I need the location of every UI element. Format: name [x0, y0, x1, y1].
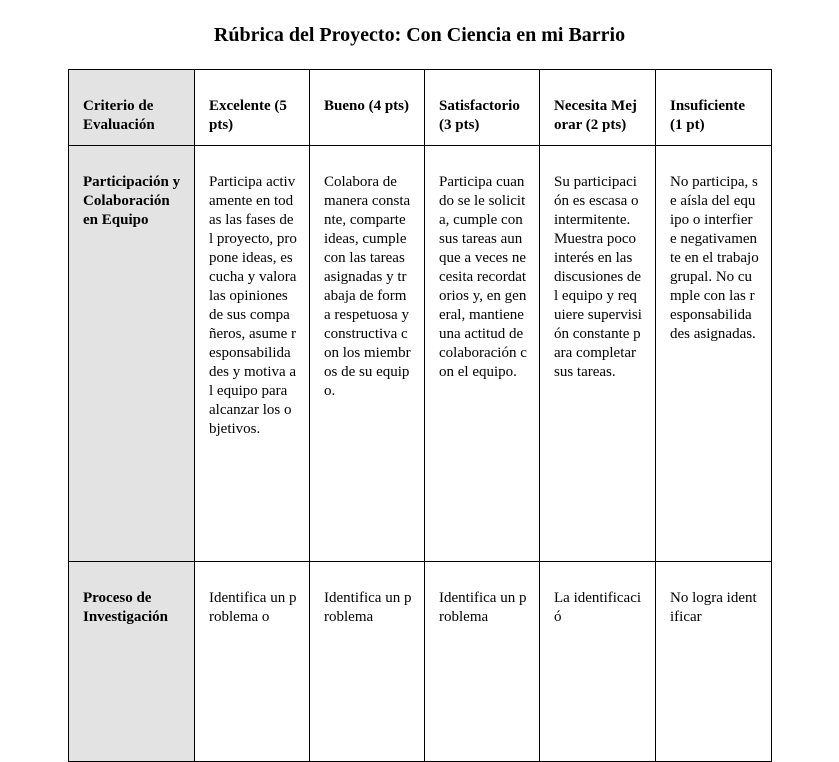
rubric-table: [68, 69, 772, 762]
descriptor-cell: Su participación es escasa o intermitente. Muestra poco interés en las discusiones del equipo y requiere supervisión constante para completar sus tareas.: [540, 146, 656, 562]
header-excelente: Excelente (5 pts): [195, 70, 310, 146]
descriptor-cell: No logra identificar: [656, 562, 772, 762]
descriptor-cell: No participa, se aísla del equipo o interfiere negativamente en el trabajo grupal. No cumple con las responsabilidades asignadas.: [656, 146, 772, 562]
criterion-cell: Proceso de Investigación: [69, 562, 195, 762]
header-insuficiente: Insuficiente (1 pt): [656, 70, 772, 146]
descriptor-cell: Identifica un problema: [425, 562, 540, 762]
descriptor-cell: Participa cuando se le solicita, cumple con sus tareas aunque a veces necesita recordatorios y, en general, mantiene una actitud de colaboración con el equipo.: [425, 146, 540, 562]
table-header-row: [69, 70, 772, 146]
descriptor-cell: Identifica un problema o: [195, 562, 310, 762]
header-criterion: Criterio de Evaluación: [69, 70, 195, 146]
descriptor-cell: Colabora de manera constante, comparte ideas, cumple con las tareas asignadas y trabaja de forma respetuosa y constructiva con los miembros de su equipo.: [310, 146, 425, 562]
table-row: [69, 562, 772, 762]
criterion-cell: Participación y Colaboración en Equipo: [69, 146, 195, 562]
descriptor-cell: La identificació: [540, 562, 656, 762]
descriptor-cell: Participa activamente en todas las fases del proyecto, propone ideas, escucha y valora las opiniones de sus compañeros, asume responsabilidades y motiva al equipo para alcanzar los objetivos.: [195, 146, 310, 562]
table-row: [69, 146, 772, 562]
header-bueno: Bueno (4 pts): [310, 70, 425, 146]
descriptor-cell: Identifica un problema: [310, 562, 425, 762]
document-title: Rúbrica del Proyecto: Con Ciencia en mi Barrio: [213, 24, 626, 46]
header-satisfactorio: Satisfactorio (3 pts): [425, 70, 540, 146]
header-necesita-mejorar: Necesita Mejorar (2 pts): [540, 70, 656, 146]
